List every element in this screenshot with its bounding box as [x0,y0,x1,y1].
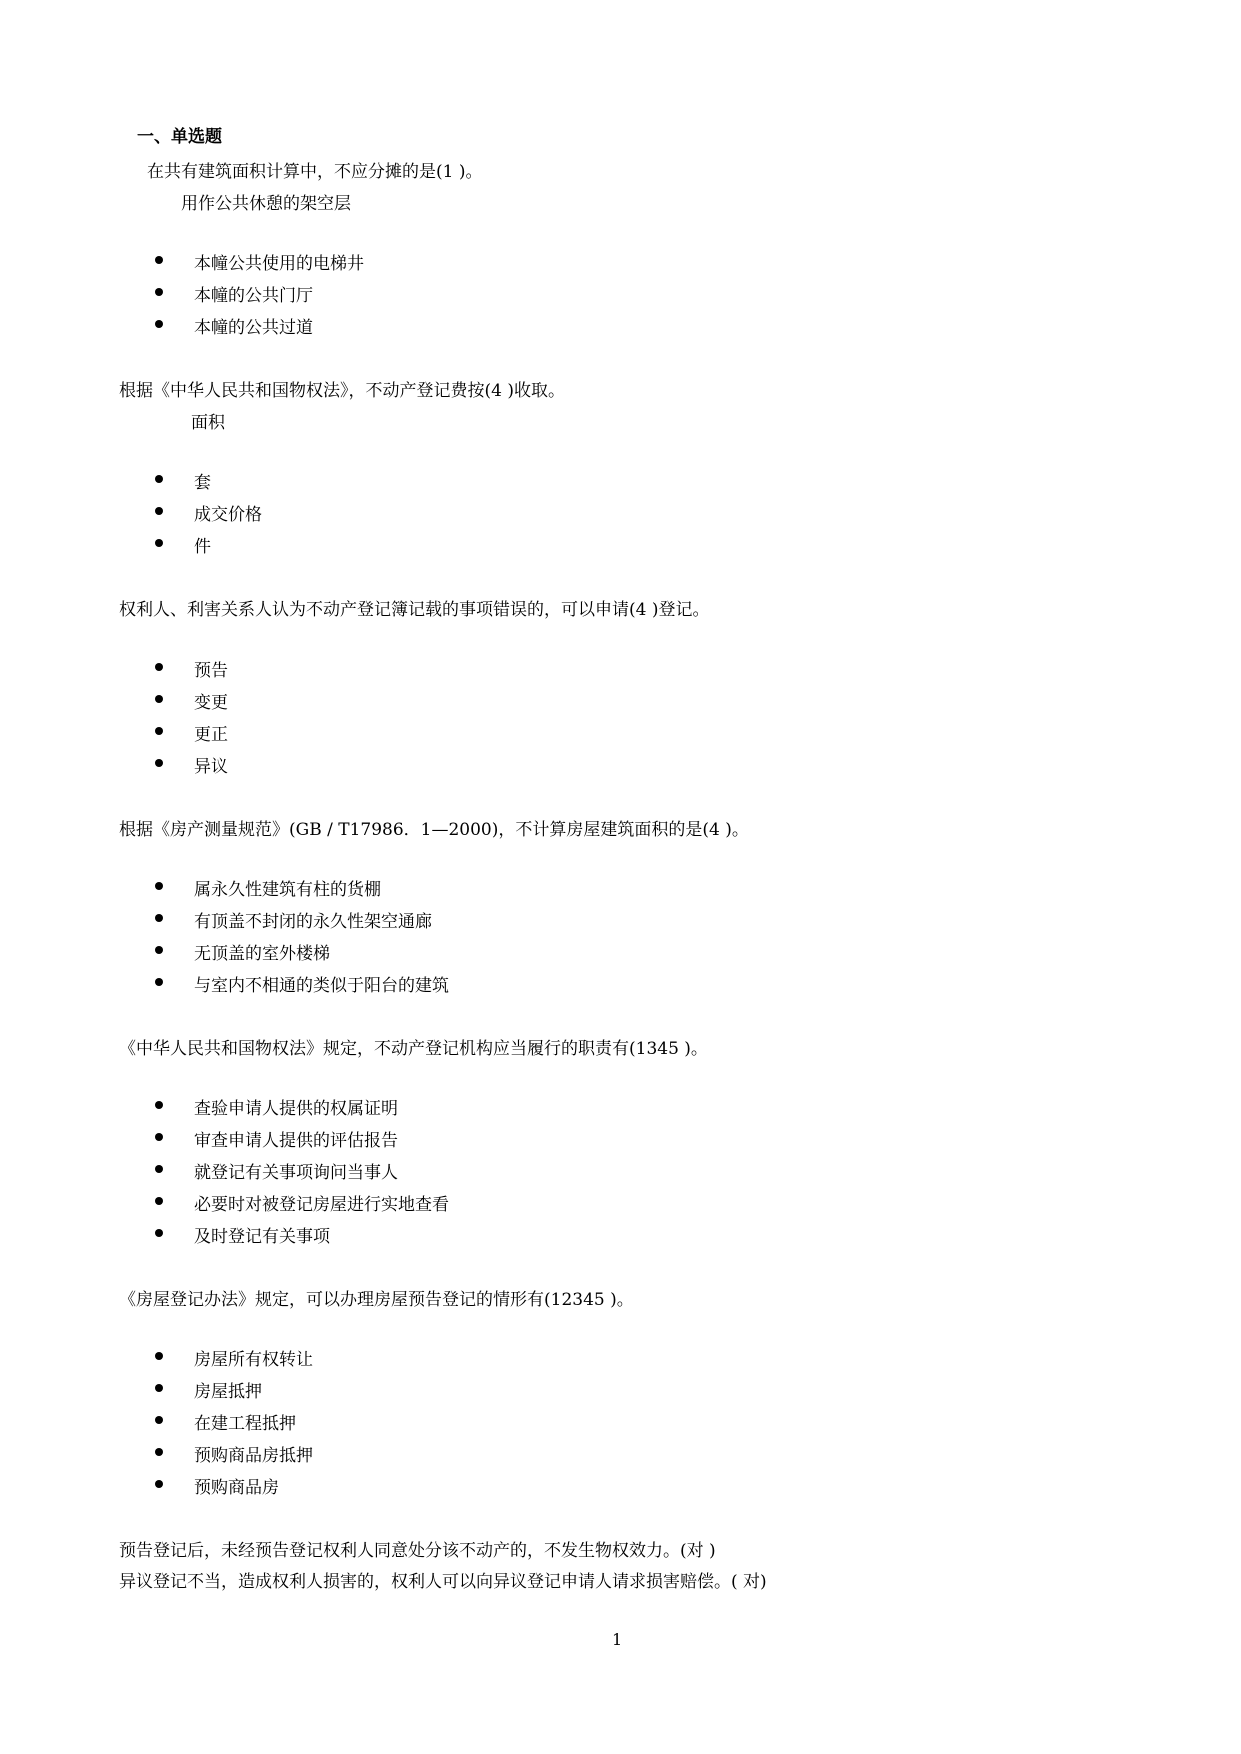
bullet-icon [155,1165,163,1173]
option-item: 在建工程抵押 [194,1414,296,1434]
option-item: 本幢的公共过道 [194,318,313,338]
bullet-icon [155,1101,163,1109]
option-item: 查验申请人提供的权属证明 [194,1099,398,1119]
option-item: 及时登记有关事项 [194,1227,330,1247]
question-text: 《房屋登记办法》规定，可以办理房屋预告登记的情形有(12345 )。 [119,1290,634,1310]
bullet-icon [155,288,163,296]
option-item: 预购商品房 [194,1478,279,1498]
option-item: 房屋所有权转让 [194,1350,313,1370]
option-item: 必要时对被登记房屋进行实地查看 [194,1195,449,1215]
question-text: 《中华人民共和国物权法》规定，不动产登记机构应当履行的职责有(1345 )。 [119,1039,708,1059]
bullet-icon [155,1384,163,1392]
option-item: 属永久性建筑有柱的货棚 [194,880,381,900]
option-item: 本幢公共使用的电梯井 [194,254,364,274]
bullet-icon [155,1480,163,1488]
bullet-icon [155,914,163,922]
bullet-icon [155,256,163,264]
bullet-icon [155,695,163,703]
section-title: 一、单选题 [137,127,222,147]
option-item: 预购商品房抵押 [194,1446,313,1466]
page-number: 1 [612,1630,623,1649]
bullet-icon [155,1133,163,1141]
question-text: 根据《房产测量规范》(GB / T17986．1—2000)，不计算房屋建筑面积的是(4 )。 [119,820,749,840]
bullet-icon [155,759,163,767]
option-item: 件 [194,537,211,557]
bullet-icon [155,946,163,954]
question-text: 根据《中华人民共和国物权法》，不动产登记费按(4 )收取。 [119,381,565,401]
option-item: 异议 [194,757,228,777]
option-item: 成交价格 [194,505,262,525]
option-item: 无顶盖的室外楼梯 [194,944,330,964]
option-item: 预告 [194,661,228,681]
question-text: 权利人、利害关系人认为不动产登记簿记载的事项错误的，可以申请(4 )登记。 [119,600,710,620]
bullet-icon [155,507,163,515]
bullet-icon [155,727,163,735]
bullet-icon [155,1352,163,1360]
bullet-icon [155,475,163,483]
bullet-icon [155,1229,163,1237]
bullet-icon [155,320,163,328]
option-item: 审查申请人提供的评估报告 [194,1131,398,1151]
bullet-icon [155,1197,163,1205]
option-item: 房屋抵押 [194,1382,262,1402]
bullet-icon [155,663,163,671]
bullet-icon [155,539,163,547]
bullet-icon [155,882,163,890]
option-lead: 用作公共休憩的架空层 [181,194,351,214]
statement-text: 异议登记不当，造成权利人损害的，权利人可以向异议登记申请人请求损害赔偿。( 对) [119,1572,767,1592]
bullet-icon [155,1416,163,1424]
statement-text: 预告登记后，未经预告登记权利人同意处分该不动产的，不发生物权效力。(对 ) [119,1541,716,1561]
question-text: 在共有建筑面积计算中，不应分摊的是(1 )。 [147,162,483,182]
option-item: 本幢的公共门厅 [194,286,313,306]
option-item: 就登记有关事项询问当事人 [194,1163,398,1183]
bullet-icon [155,1448,163,1456]
bullet-icon [155,978,163,986]
option-item: 更正 [194,725,228,745]
option-item: 套 [194,473,211,493]
option-lead: 面积 [191,413,225,433]
option-item: 变更 [194,693,228,713]
option-item: 与室内不相通的类似于阳台的建筑 [194,976,449,996]
option-item: 有顶盖不封闭的永久性架空通廊 [194,912,432,932]
